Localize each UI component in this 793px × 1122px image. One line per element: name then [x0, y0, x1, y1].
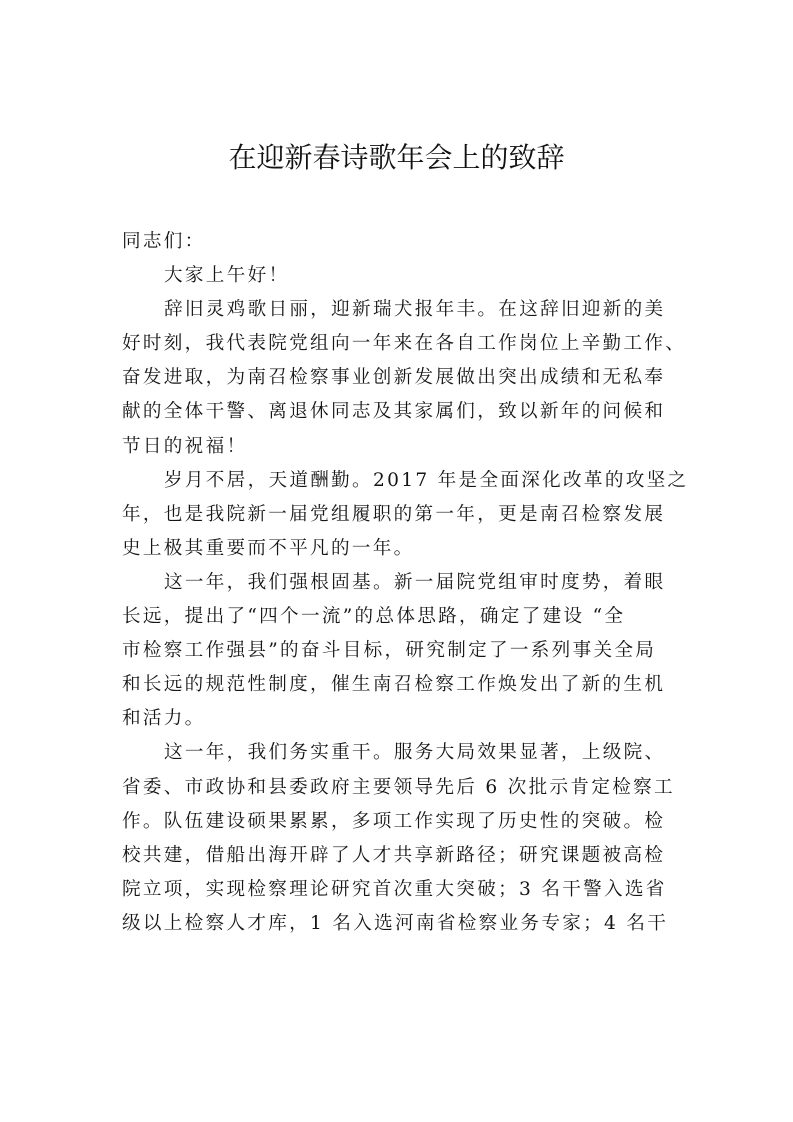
document-body — [122, 225, 689, 941]
paragraph-line: 年，也是我院新一届党组履职的第一年，更是南召检察发展 — [122, 503, 666, 525]
paragraph-line: 校共建，借船出海开辟了人才共享新路径；研究课题被高检 — [122, 844, 666, 866]
paragraph-line: 和长远的规范性制度，催生南召检察工作焕发出了新的生机 — [122, 674, 666, 696]
paragraph-line: 长远，提出了“四个一流”的总体思路，确定了建设 “全 — [122, 606, 626, 628]
paragraph-line: 作。队伍建设硕果累累，多项工作实现了历史性的突破。检 — [122, 810, 666, 832]
paragraph-line: 大家上午好！ — [164, 265, 290, 287]
paragraph-line: 这一年，我们务实重干。服务大局效果显著，上级院、 — [164, 742, 666, 764]
paragraph-line: 节日的祝福！ — [122, 435, 248, 457]
paragraph-line: 好时刻，我代表院党组向一年来在各自工作岗位上辛勤工作、 — [122, 333, 687, 355]
paragraph-line: 院立项，实现检察理论研究首次重大突破；3 名干警入选省 — [122, 878, 667, 900]
paragraph-line: 市检察工作强县”的奋斗目标，研究制定了一系列事关全局 — [122, 640, 657, 662]
paragraph-line: 岁月不居，天道酬勤。2017 年是全面深化改革的攻坚之 — [164, 469, 689, 491]
salutation: 同志们： — [122, 231, 206, 252]
paragraph-line: 史上极其重要而不平凡的一年。 — [122, 537, 415, 559]
paragraph-line: 献的全体干警、离退休同志及其家属们，致以新年的问候和 — [122, 401, 666, 423]
document-title: 在迎新春诗歌年会上的致辞 — [228, 141, 565, 174]
paragraph-line: 和活力。 — [122, 708, 206, 730]
paragraph-line: 奋发进取，为南召检察事业创新发展做出突出成绩和无私奉 — [122, 367, 666, 389]
paragraph-line: 这一年，我们强根固基。新一届院党组审时度势，着眼 — [164, 571, 666, 593]
paragraph-line: 辞旧灵鸡歌日丽，迎新瑞犬报年丰。在这辞旧迎新的美 — [164, 299, 666, 321]
paragraph-line: 级以上检察人才库，1 名入选河南省检察业务专家；4 名干 — [122, 912, 669, 934]
paragraph-line: 省委、市政协和县委政府主要领导先后 6 次批示肯定检察工 — [122, 776, 675, 798]
